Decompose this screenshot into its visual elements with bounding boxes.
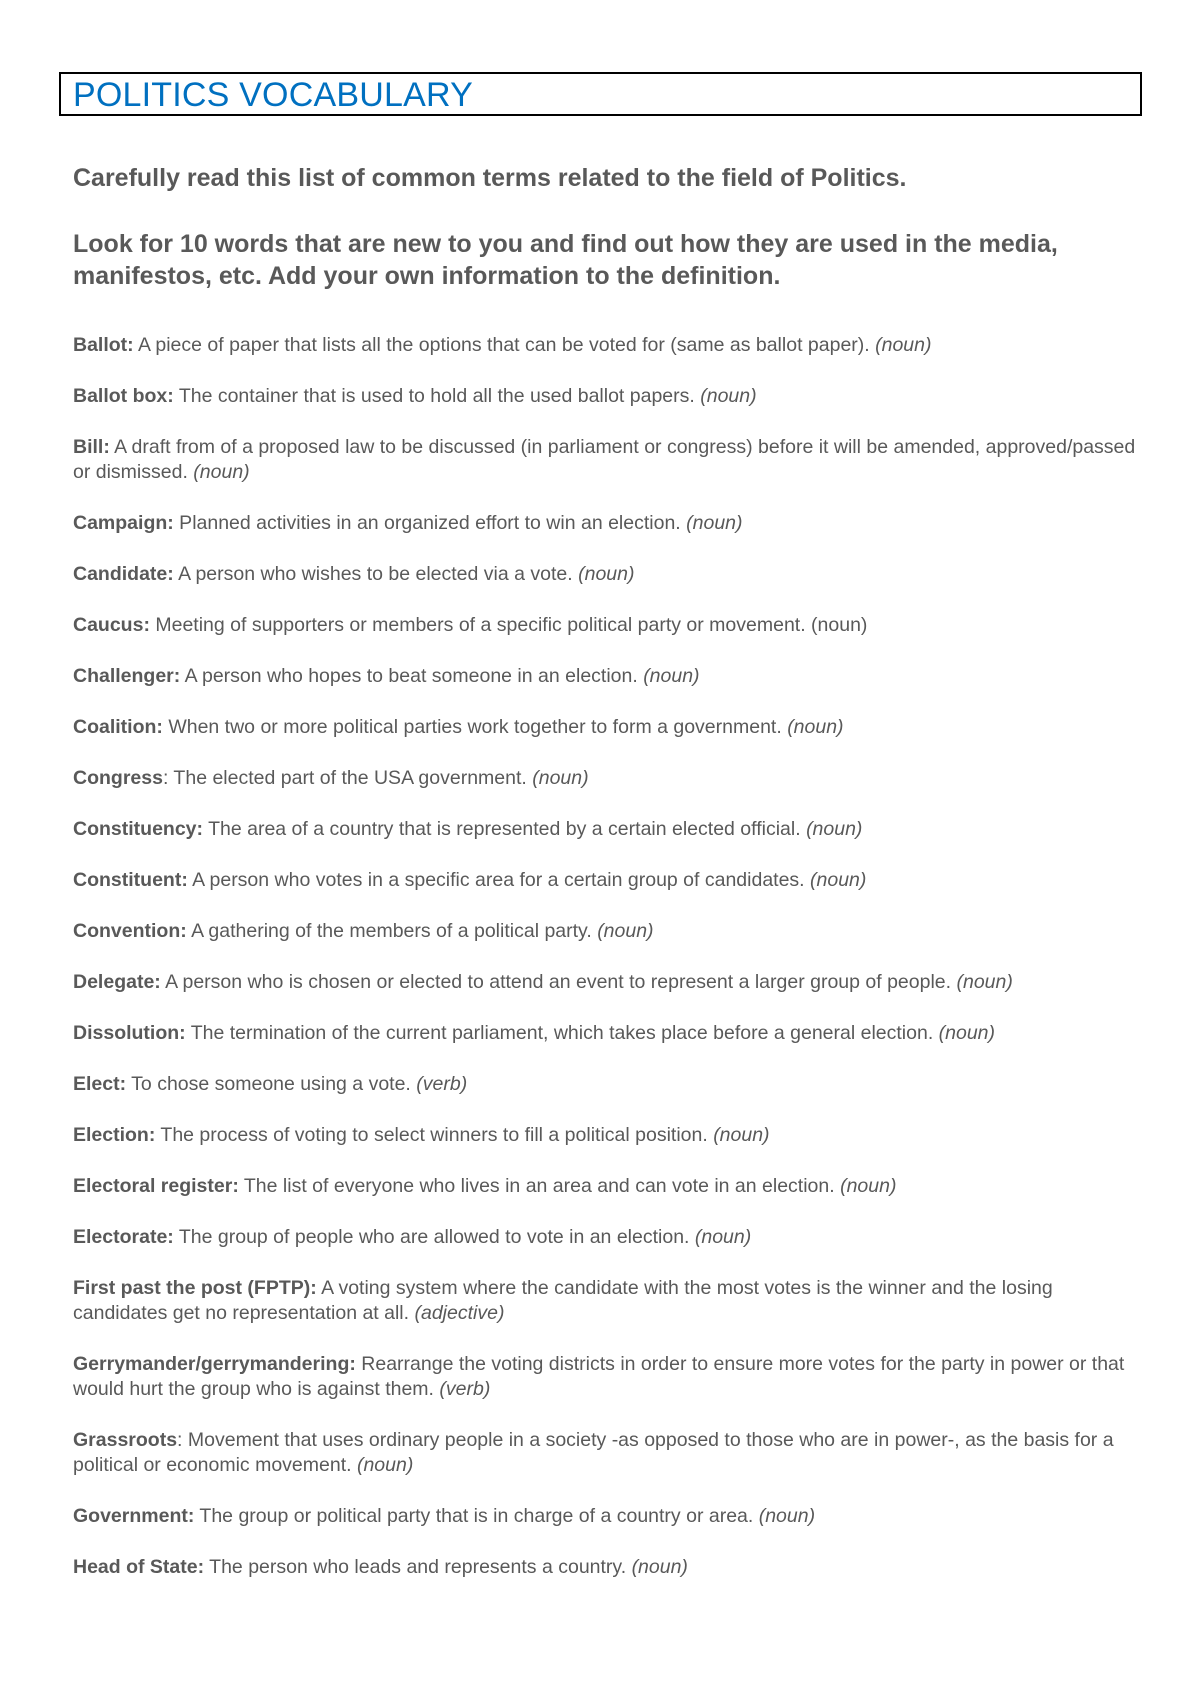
entry-term: Gerrymander/gerrymandering:	[73, 1353, 356, 1375]
entry-part-of-speech: (noun)	[956, 971, 1013, 993]
entry-term: Constituent:	[73, 869, 188, 891]
entry-definition: The termination of the current parliament, which takes place before a general election.	[185, 1022, 939, 1044]
entry-term: Congress	[73, 767, 163, 789]
entry-definition: A draft from of a proposed law to be discussed (in parliament or congress) before it will be amended, approved/passed or dismissed.	[73, 436, 1136, 483]
entry-term: Convention:	[73, 920, 187, 942]
entry-definition: : Movement that uses ordinary people in a society -as opposed to those who are in power-, as the basis for a political or economic movement.	[73, 1429, 1114, 1476]
entry-part-of-speech: (noun)	[578, 563, 635, 585]
entry-part-of-speech: (noun)	[532, 767, 589, 789]
entry-definition: Planned activities in an organized effort to win an election.	[173, 512, 687, 534]
entry-part-of-speech: (noun)	[193, 461, 250, 483]
entry-definition: A piece of paper that lists all the options that can be voted for (same as ballot paper).	[133, 334, 876, 356]
entry-definition: The process of voting to select winners to fill a political position.	[155, 1124, 714, 1146]
entry-part-of-speech: (noun)	[686, 512, 743, 534]
entry-term: Bill:	[73, 436, 110, 458]
entry-term: Grassroots	[73, 1429, 178, 1451]
entry-part-of-speech: (noun)	[356, 1454, 414, 1476]
entry-definition: A person who is chosen or elected to attend an event to represent a larger group of people.	[160, 971, 957, 993]
vocabulary-entry	[73, 1352, 1138, 1402]
vocabulary-entry	[73, 970, 1138, 995]
entry-term: Electoral register:	[73, 1175, 239, 1197]
entry-part-of-speech: (adjective)	[414, 1302, 505, 1324]
entry-definition: Meeting of supporters or members of a specific political party or movement. (noun)	[149, 614, 868, 636]
entry-definition: A person who wishes to be elected via a vote.	[173, 563, 579, 585]
intro-paragraph-1: Carefully read this list of common terms related to the field of Politics.	[73, 164, 907, 192]
vocabulary-entry	[73, 1504, 1138, 1529]
entry-definition: A person who hopes to beat someone in an election.	[180, 665, 644, 687]
vocabulary-entry	[73, 1428, 1138, 1478]
entry-part-of-speech: (noun)	[643, 665, 700, 687]
entry-term: Campaign:	[73, 512, 174, 534]
entry-term: Government:	[73, 1505, 195, 1527]
entry-term: First past the post (FPTP):	[73, 1277, 317, 1299]
entry-definition: The person who leads and represents a country.	[204, 1556, 632, 1578]
vocabulary-entry	[73, 868, 1138, 893]
entry-part-of-speech: (noun)	[810, 869, 867, 891]
entry-definition: A person who votes in a specific area for a certain group of candidates.	[187, 869, 811, 891]
entry-definition: When two or more political parties work together to form a government.	[162, 716, 788, 738]
vocabulary-entry	[73, 1021, 1138, 1046]
entry-part-of-speech: (noun)	[694, 1226, 752, 1248]
vocabulary-entry	[73, 1072, 1138, 1097]
vocabulary-entry	[73, 919, 1138, 944]
entry-term: Challenger:	[73, 665, 181, 687]
vocabulary-entry	[73, 766, 1138, 791]
entry-part-of-speech: (noun)	[758, 1505, 816, 1527]
entry-part-of-speech: (noun)	[806, 818, 863, 840]
entry-part-of-speech: (noun)	[700, 385, 757, 407]
entry-part-of-speech: (verb)	[439, 1378, 491, 1400]
vocabulary-entry	[73, 1225, 1138, 1250]
vocabulary-entry	[73, 1555, 1138, 1580]
page-title: POLITICS VOCABULARY	[73, 76, 473, 114]
entry-definition: A voting system where the candidate with the most votes is the winner and the losing candidates get no representation at all.	[73, 1277, 1053, 1324]
entry-definition: The area of a country that is represented by a certain elected official.	[203, 818, 807, 840]
entry-term: Election:	[73, 1124, 156, 1146]
entry-definition: : The elected part of the USA government.	[162, 767, 533, 789]
entry-definition: Rearrange the voting districts in order to ensure more votes for the party in power or that would hurt the group who is against them.	[73, 1353, 1125, 1400]
vocabulary-list	[73, 333, 1138, 1606]
vocabulary-entry	[73, 333, 1138, 358]
entry-term: Electorate:	[73, 1226, 174, 1248]
entry-part-of-speech: (noun)	[840, 1175, 897, 1197]
entry-part-of-speech: (noun)	[713, 1124, 770, 1146]
entry-term: Caucus:	[73, 614, 150, 636]
vocabulary-entry	[73, 664, 1138, 689]
vocabulary-entry	[73, 613, 1138, 638]
entry-term: Dissolution:	[73, 1022, 186, 1044]
entry-part-of-speech: (noun)	[875, 334, 932, 356]
entry-part-of-speech: (noun)	[631, 1556, 688, 1578]
vocabulary-entry	[73, 1276, 1138, 1326]
entry-term: Elect:	[73, 1073, 127, 1095]
vocabulary-entry	[73, 384, 1138, 409]
vocabulary-entry	[73, 1174, 1138, 1199]
vocabulary-entry	[73, 562, 1138, 587]
entry-definition: The group of people who are allowed to vote in an election.	[173, 1226, 695, 1248]
entry-definition: The group or political party that is in charge of a country or area.	[194, 1505, 759, 1527]
entry-term: Head of State:	[73, 1556, 205, 1578]
entry-term: Candidate:	[73, 563, 174, 585]
entry-term: Coalition:	[73, 716, 163, 738]
entry-term: Ballot box:	[73, 385, 174, 407]
entry-part-of-speech: (noun)	[597, 920, 654, 942]
entry-definition: A gathering of the members of a political party.	[186, 920, 598, 942]
entry-term: Delegate:	[73, 971, 161, 993]
entry-definition: The container that is used to hold all the used ballot papers.	[173, 385, 701, 407]
entry-part-of-speech: (noun)	[938, 1022, 996, 1044]
entry-definition: The list of everyone who lives in an area and can vote in an election.	[238, 1175, 841, 1197]
vocabulary-entry	[73, 1123, 1138, 1148]
vocabulary-entry	[73, 715, 1138, 740]
entry-term: Ballot:	[73, 334, 134, 356]
entry-definition: To chose someone using a vote.	[126, 1073, 417, 1095]
vocabulary-entry	[73, 511, 1138, 536]
entry-part-of-speech: (verb)	[416, 1073, 468, 1095]
entry-part-of-speech: (noun)	[787, 716, 844, 738]
entry-term: Constituency:	[73, 818, 204, 840]
vocabulary-entry	[73, 435, 1138, 485]
title-box	[59, 72, 1142, 116]
vocabulary-entry	[73, 817, 1138, 842]
intro-paragraph-2: Look for 10 words that are new to you and find out how they are used in the media, manifestos, etc. Add your own information to the definition.	[73, 230, 1058, 290]
